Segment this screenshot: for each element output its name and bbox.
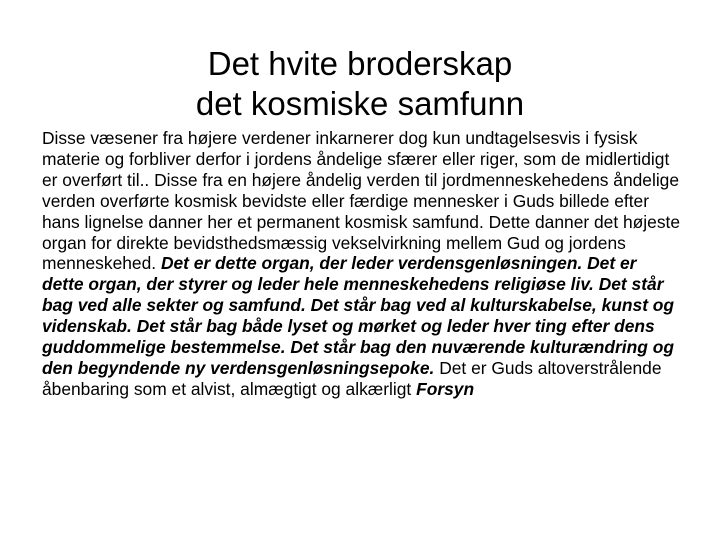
body-text-part-1: Disse væsener fra højere verdener inkarnerer dog kun undtagelsesvis i fysisk materie og forbliver derfor i jordens åndelige sfærer eller riger, som de midlertidigt er overført til.. Disse fra en højere åndelig verden til jordmenneskehedens åndelige verden overførte kosmisk bevidste eller færdige mennesker i Guds billede efter hans lignelse danner her et permanent kosmisk samfund. Dette danner det højeste organ for direkte bevidsthedsmæssig vekselvirkning mellem Gud og jordens menneskehed. xyxy=(42,128,681,274)
slide-title xyxy=(60,44,660,124)
body-text-part-3: Det er Guds altoverstrålende åbenbaring som et alvist, almægtigt og alkærligt xyxy=(42,357,662,399)
body-text-emphasis-2: Forsyn xyxy=(416,378,475,399)
title-line-1: Det hvite broderskap xyxy=(207,45,513,83)
body-paragraph xyxy=(42,128,682,400)
title-line-2: det kosmiske samfunn xyxy=(195,85,525,123)
body-text-emphasis-1: Det er dette organ, der leder verdensgenløsningen. Det er dette organ, der styrer og leder hele menneskehedens religiøse liv. Det står bag ved alle sekter og samfund. Det står bag ved al kulturskabelse, kunst og videnskab. Det står bag både lyset og mørket og leder hver ting efter dens guddommelige bestemmelse. Det står bag den nuværende kulturændring og den begyndende ny verdensgenløsningsepoke. xyxy=(42,253,675,378)
